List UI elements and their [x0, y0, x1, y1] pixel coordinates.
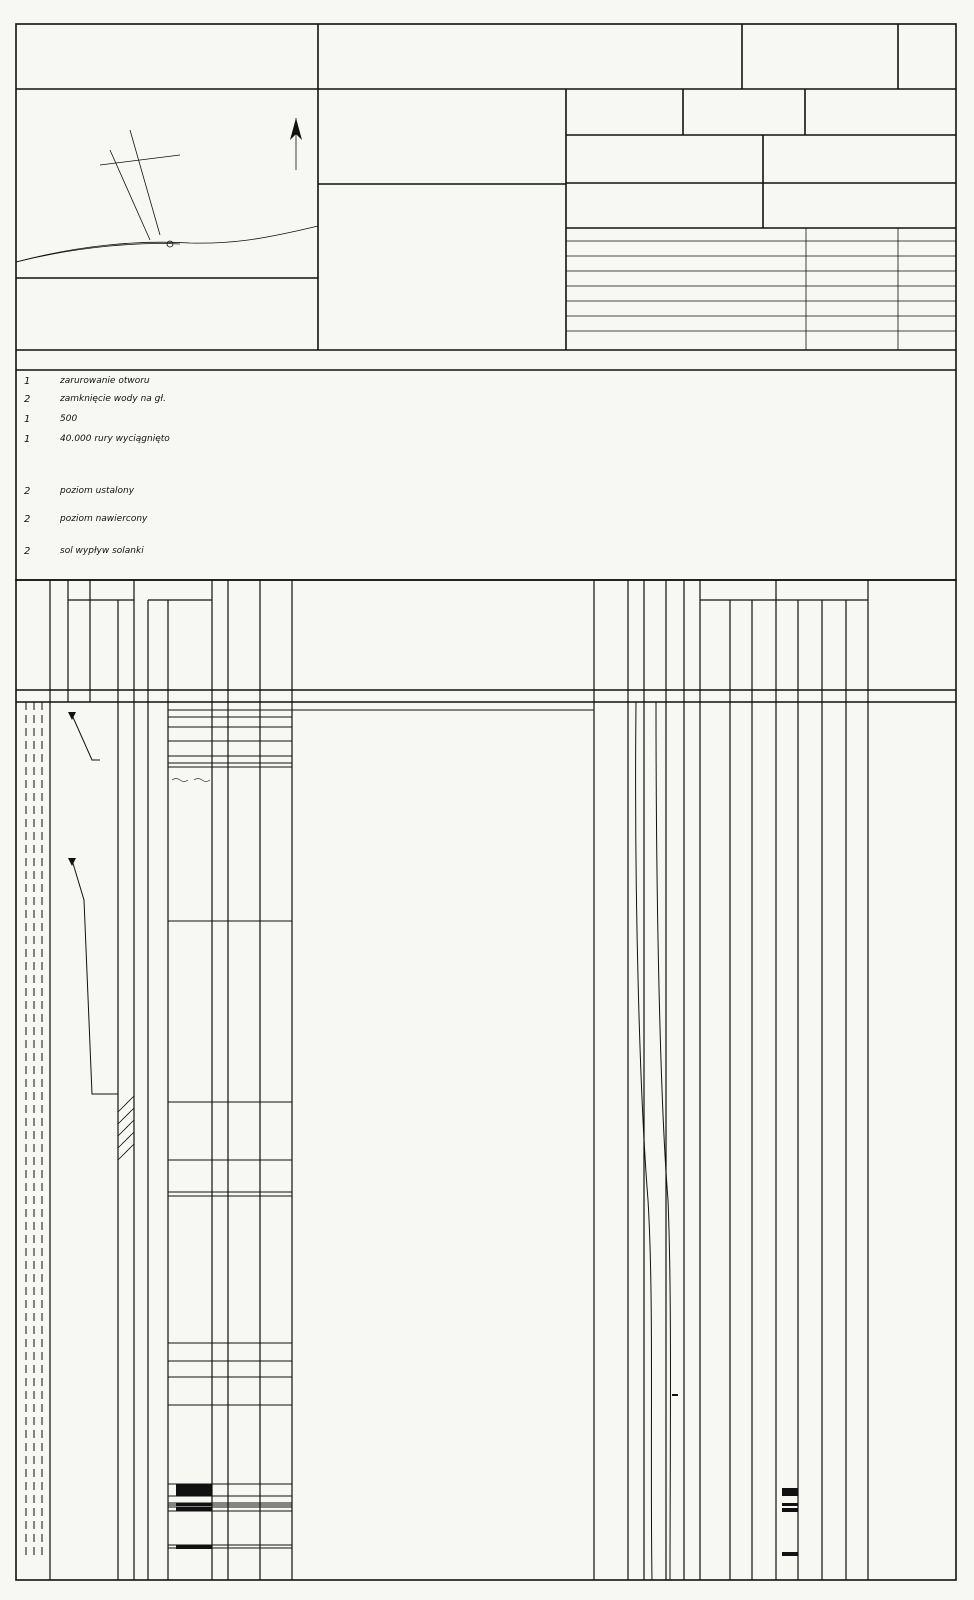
legend-col-number: 2: [24, 546, 31, 557]
legend-item: poziom nawiercony: [60, 514, 148, 524]
legend-col-number: 1: [24, 414, 31, 425]
legend-col-number: 1: [24, 376, 31, 387]
legend-item: sol wypływ solanki: [60, 546, 144, 556]
drill-method-s: [672, 1394, 678, 1396]
legend-item: poziom ustalony: [60, 486, 135, 496]
legend-col-number: 2: [24, 486, 31, 497]
legend-item: zamknięcie wody na gł.: [60, 394, 166, 404]
legend-item: 40.000 rury wyciągnięto: [60, 434, 170, 444]
legend-col-number: 2: [24, 394, 31, 405]
legend-col-number: 1: [24, 434, 31, 445]
legend-item: 500: [60, 414, 78, 424]
legend-item: zarurowanie otworu: [60, 376, 150, 386]
legend-col-number: 2: [24, 514, 31, 525]
